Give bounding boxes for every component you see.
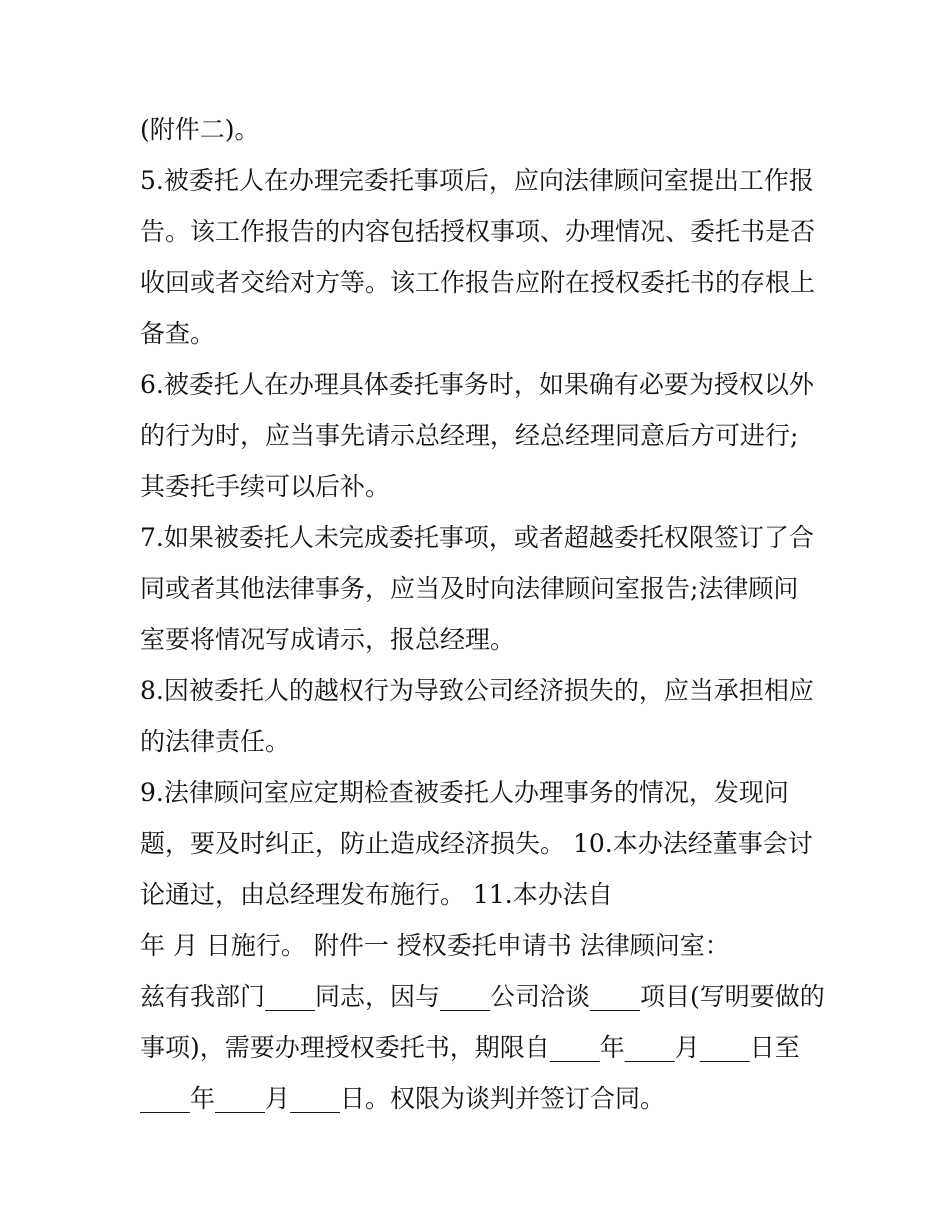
- text-line: 7.如果被委托人未完成委托事项，或者超越委托权限签订了合: [140, 523, 814, 552]
- text-line: 8.因被委托人的越权行为导致公司经济损失的，应当承担相应: [140, 676, 814, 705]
- text-line: 的法律责任。: [140, 727, 291, 756]
- text-line: 兹有我部门____同志，因与____公司洽谈____项目(写明要做的: [140, 982, 825, 1011]
- text-line: 的行为时，应当事先请示总经理，经总经理同意后方可进行;: [140, 421, 799, 450]
- text-line: 题，要及时纠正，防止造成经济损失。 10.本办法经董事会讨: [140, 829, 813, 858]
- text-line: 论通过，由总经理发布施行。 11.本办法自: [140, 880, 613, 909]
- text-line: (附件二)。: [140, 115, 260, 144]
- text-line: 同或者其他法律事务，应当及时向法律顾问室报告;法律顾问: [140, 574, 799, 603]
- text-line: 年 月 日施行。 附件一 授权委托申请书 法律顾问室：: [140, 931, 730, 960]
- text-line: 备查。: [140, 319, 216, 348]
- text-line: 9.法律顾问室应定期检查被委托人办理事务的情况，发现问: [140, 778, 789, 807]
- text-line: 收回或者交给对方等。该工作报告应附在授权委托书的存根上: [140, 268, 816, 297]
- text-line: 6.被委托人在办理具体委托事务时，如果确有必要为授权以外: [140, 370, 814, 399]
- text-line: 事项)，需要办理授权委托书，期限自____年____月____日至: [140, 1033, 800, 1062]
- text-line: 其委托手续可以后补。: [140, 472, 391, 501]
- text-line: 告。该工作报告的内容包括授权事项、办理情况、委托书是否: [140, 217, 816, 246]
- document-body: [140, 104, 825, 1124]
- text-line: ____年____月____日。权限为谈判并签订合同。: [140, 1084, 666, 1113]
- text-line: 5.被委托人在办理完委托事项后，应向法律顾问室提出工作报: [140, 166, 814, 195]
- text-line: 室要将情况写成请示，报总经理。: [140, 625, 516, 654]
